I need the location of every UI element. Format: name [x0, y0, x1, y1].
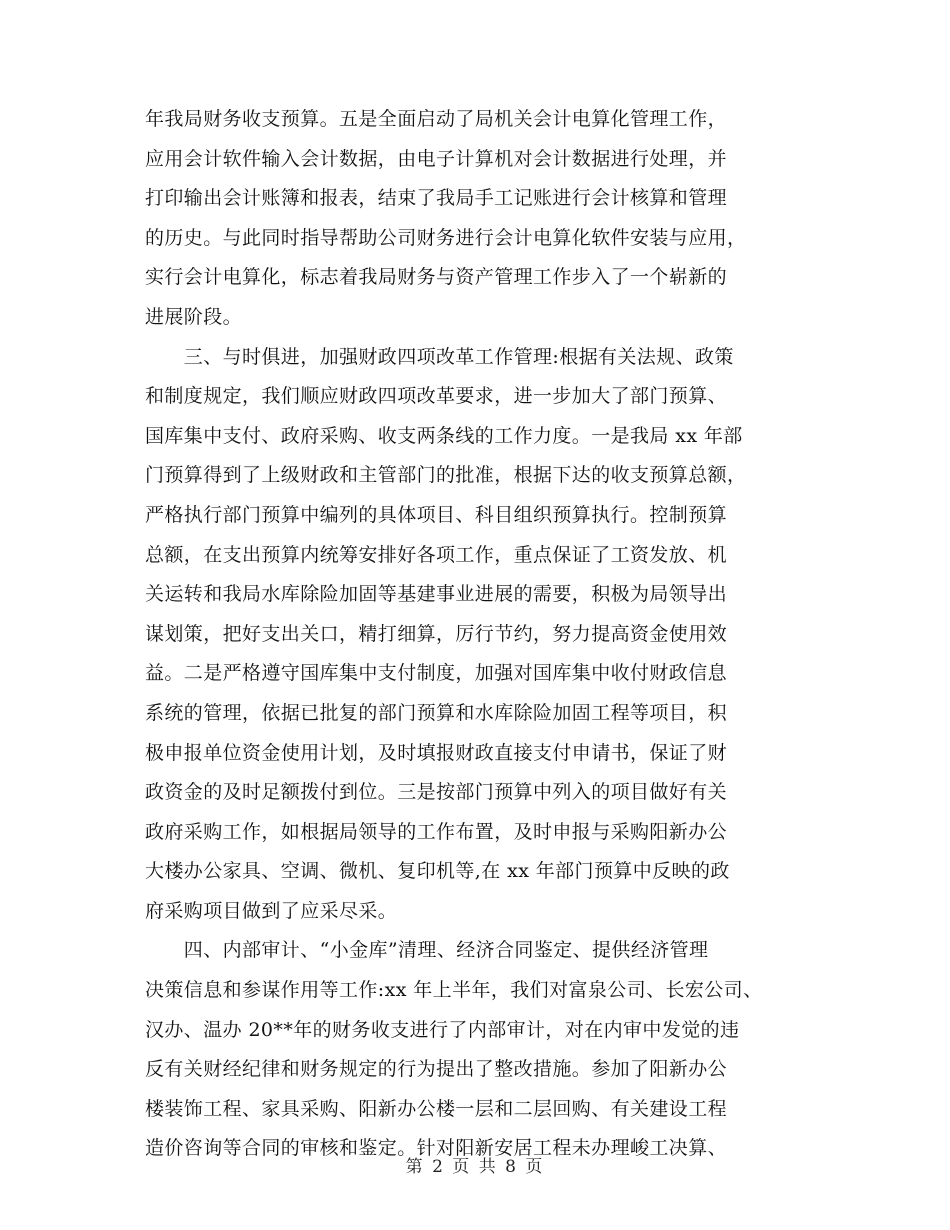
text-line: 国库集中支付、政府采购、收支两条线的工作力度。一是我局 xx 年部 [145, 424, 743, 447]
text-line: 极申报单位资金使用计划，及时填报财政直接支付申请书，保证了财 [145, 741, 728, 764]
text-line: 系统的管理，依据已批复的部门预算和水库除险加固工程等项目，积 [145, 701, 728, 724]
text-line: 应用会计软件输入会计数据，由电子计算机对会计数据进行处理，并 [145, 147, 728, 170]
text-line: 实行会计电算化，标志着我局财务与资产管理工作步入了一个崭新的 [145, 266, 728, 289]
text-line: 谋划策，把好支出关口，精打细算，厉行节约，努力提高资金使用效 [145, 622, 728, 645]
text-line: 楼装饰工程、家具采购、阳新办公楼一层和二层回购、有关建设工程 [145, 1097, 728, 1120]
text-line: 的历史。与此同时指导帮助公司财务进行会计电算化软件安装与应用， [145, 226, 747, 249]
text-line: 益。二是严格遵守国库集中支付制度，加强对国库集中收付财政信息 [145, 662, 728, 685]
text-line: 关运转和我局水库除险加固等基建事业进展的需要，积极为局领导出 [145, 583, 728, 606]
text-line: 四、内部审计、“小金库”清理、经济合同鉴定、提供经济管理 [145, 939, 709, 962]
text-line: 打印输出会计账簿和报表，结束了我局手工记账进行会计核算和管理 [145, 187, 728, 210]
text-line: 决策信息和参谋作用等工作:xx 年上半年，我们对富泉公司、长宏公司、 [145, 979, 763, 1002]
text-line: 汉办、温办 20**年的财务收支进行了内部审计，对在内审中发觉的违 [145, 1018, 740, 1041]
text-line: 政资金的及时足额拨付到位。三是按部门预算中列入的项目做好有关 [145, 781, 728, 804]
text-line: 进展阶段。 [145, 305, 243, 328]
text-line: 门预算得到了上级财政和主管部门的批准，根据下达的收支预算总额， [145, 464, 747, 487]
text-line: 反有关财经纪律和财务规定的行为提出了整改措施。参加了阳新办公 [145, 1058, 728, 1081]
text-line: 年我局财务收支预算。五是全面启动了局机关会计电算化管理工作， [145, 108, 728, 130]
text-line: 严格执行部门预算中编列的具体项目、科目组织预算执行。控制预算 [145, 503, 728, 526]
text-line: 三、与时俱进，加强财政四项改革工作管理:根据有关法规、政策 [145, 345, 734, 368]
page-number-footer: 第 2 页 共 8 页 [405, 1157, 545, 1177]
text-line: 政府采购工作，如根据局领导的工作布置，及时申报与采购阳新办公 [145, 820, 728, 843]
text-line: 总额，在支出预算内统筹安排好各项工作，重点保证了工资发放、机 [145, 543, 728, 566]
text-line: 大楼办公家具、空调、微机、复印机等,在 xx 年部门预算中反映的政 [145, 860, 730, 883]
text-line: 造价咨询等合同的审核和鉴定。针对阳新安居工程未办理峻工决算、 [145, 1137, 728, 1160]
text-line: 府采购项目做到了应采尽采。 [145, 899, 398, 922]
text-line: 和制度规定，我们顺应财政四项改革要求，进一步加大了部门预算、 [145, 385, 728, 408]
body-text [145, 100, 825, 1169]
